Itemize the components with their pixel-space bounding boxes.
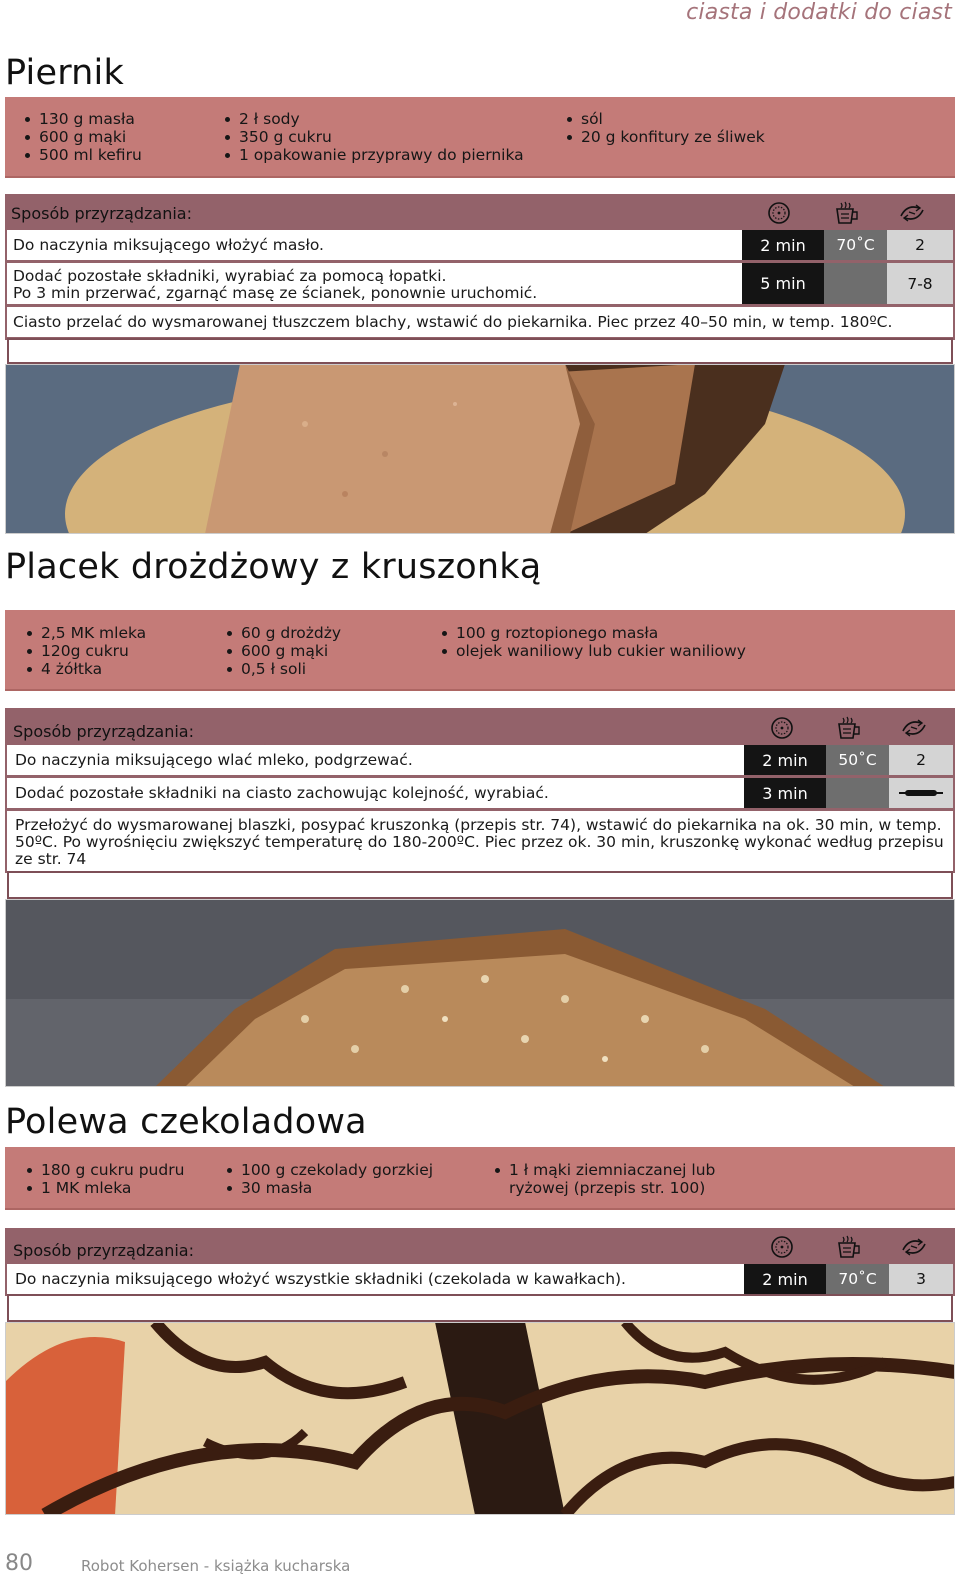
step-temperature: [826, 778, 889, 808]
ingredient-item: 2,5 MK mleka: [25, 624, 146, 642]
method-box: [5, 194, 955, 340]
ingredient-item: olejek waniliowy lub cukier waniliowy: [440, 642, 746, 660]
step-text: Dodać pozostałe składniki, wyrabiać za pomocą łopatki.: [13, 267, 447, 285]
section-title: ciasta i dodatki do ciast: [686, 0, 952, 25]
step-time: 3 min: [744, 778, 826, 808]
book-title: Robot Kohersen - książka kucharska: [81, 1557, 351, 1575]
step-row: [7, 745, 953, 775]
ingredients-box: [5, 1147, 955, 1210]
ingredient-item: 500 ml kefiru: [23, 146, 142, 164]
timer-icon: [767, 1234, 797, 1260]
ingredients-column: [225, 1161, 433, 1197]
ingredient-item: 2 ł sody: [223, 110, 524, 128]
method-label: Sposób przyrządzania:: [13, 1241, 194, 1260]
step-row: [7, 230, 953, 260]
spacer-row: [7, 338, 953, 364]
ingredients-column: [25, 1161, 184, 1197]
ingredient-item: 600 g mąki: [225, 642, 341, 660]
timer-icon: [764, 200, 794, 226]
step-speed: [889, 778, 953, 808]
ingredient-item: sól: [565, 110, 765, 128]
spacer-row: [7, 1294, 953, 1322]
step-text: Dodać pozostałe składniki na ciasto zachowując kolejność, wyrabiać.: [15, 784, 549, 802]
ingredient-item: 100 g czekolady gorzkiej: [225, 1161, 433, 1179]
step-temperature: 70˚C: [826, 1264, 889, 1294]
recipe-photo: [5, 1322, 955, 1515]
ingredient-item: 30 masła: [225, 1179, 433, 1197]
method-header: [5, 708, 955, 744]
heating-bowl-icon: [831, 200, 861, 226]
ingredient-item: 180 g cukru pudru: [25, 1161, 184, 1179]
recipe-photo: [5, 364, 955, 534]
step-speed: 3: [889, 1264, 953, 1294]
method-box: [5, 708, 955, 873]
method-box: [5, 1228, 955, 1296]
step-time: 2 min: [742, 230, 824, 260]
step-row: [7, 1264, 953, 1294]
ingredients-column: [25, 624, 146, 678]
ingredients-column: [225, 624, 341, 678]
speed-icon: [897, 200, 927, 226]
step-time: 2 min: [744, 1264, 826, 1294]
step-text: Do naczynia miksującego włożyć masło.: [13, 236, 324, 254]
recipe-photo: [5, 899, 955, 1087]
step-text: Do naczynia miksującego wlać mleko, podgrzewać.: [15, 751, 413, 769]
step-time: 5 min: [742, 263, 824, 304]
step-temperature: 70˚C: [824, 230, 887, 260]
timer-icon: [767, 715, 797, 741]
ingredient-item: 600 g mąki: [23, 128, 142, 146]
method-label: Sposób przyrządzania:: [13, 722, 194, 741]
page-number: 80: [5, 1551, 33, 1576]
ingredient-item: 20 g konfitury ze śliwek: [565, 128, 765, 146]
step-speed: 2: [889, 745, 953, 775]
heating-bowl-icon: [833, 1234, 863, 1260]
method-label: Sposób przyrządzania:: [11, 204, 192, 223]
ingredient-item: 100 g roztopionego masła: [440, 624, 746, 642]
heating-bowl-icon: [833, 715, 863, 741]
ingredient-item: 4 żółtka: [25, 660, 146, 678]
speed-icon: [899, 715, 929, 741]
ingredient-item: 1 MK mleka: [25, 1179, 184, 1197]
ingredients-column: [440, 624, 746, 660]
step-row: [7, 263, 953, 304]
step-text: Przełożyć do wysmarowanej blaszki, posypać kruszonką (przepis str. 74), wstawić do piekarnika na ok. 30 min, w temp. 50ºC. Po wyrośnięciu zwiększyć temperaturę do 180-200ºC. Piec przez ok. 30 min, kruszonkę wykonać według przepisu ze str. 74: [15, 816, 944, 868]
step-row: [7, 811, 953, 871]
ingredient-item: 1 ł mąki ziemniaczanej lub ryżowej (przepis str. 100): [493, 1161, 729, 1197]
speed-icon: [899, 1234, 929, 1260]
step-time: 2 min: [744, 745, 826, 775]
step-temperature: [824, 263, 887, 304]
recipe-title: Placek drożdżowy z kruszonką: [5, 547, 542, 587]
recipe-title: Piernik: [5, 53, 124, 93]
step-text: Do naczynia miksującego włożyć wszystkie składniki (czekolada w kawałkach).: [15, 1270, 626, 1288]
ingredient-item: 60 g drożdży: [225, 624, 341, 642]
ingredient-item: 350 g cukru: [223, 128, 524, 146]
ingredient-item: 130 g masła: [23, 110, 142, 128]
kneading-icon: [899, 786, 943, 800]
step-row: [7, 778, 953, 808]
ingredients-box: [5, 610, 955, 691]
spacer-row: [7, 871, 953, 899]
step-text-continued: Po 3 min przerwać, zgarnąć masę ze ścianek, ponownie uruchomić.: [13, 284, 538, 302]
ingredient-item: 120g cukru: [25, 642, 146, 660]
ingredient-item: 0,5 ł soli: [225, 660, 341, 678]
recipe-title: Polewa czekoladowa: [5, 1102, 367, 1142]
step-temperature: 50˚C: [826, 745, 889, 775]
step-row: [7, 307, 953, 337]
ingredients-column: [493, 1161, 729, 1197]
method-header: [5, 194, 955, 230]
ingredients-column: [565, 110, 765, 146]
step-text: Ciasto przelać do wysmarowanej tłuszczem blachy, wstawić do piekarnika. Piec przez 40–50 min, w temp. 180ºC.: [13, 313, 893, 331]
step-speed: 2: [887, 230, 953, 260]
ingredients-box: [5, 97, 955, 178]
step-speed: 7-8: [887, 263, 953, 304]
ingredients-column: [223, 110, 524, 164]
method-header: [5, 1228, 955, 1264]
ingredients-column: [23, 110, 142, 164]
ingredient-item: 1 opakowanie przyprawy do piernika: [223, 146, 524, 164]
